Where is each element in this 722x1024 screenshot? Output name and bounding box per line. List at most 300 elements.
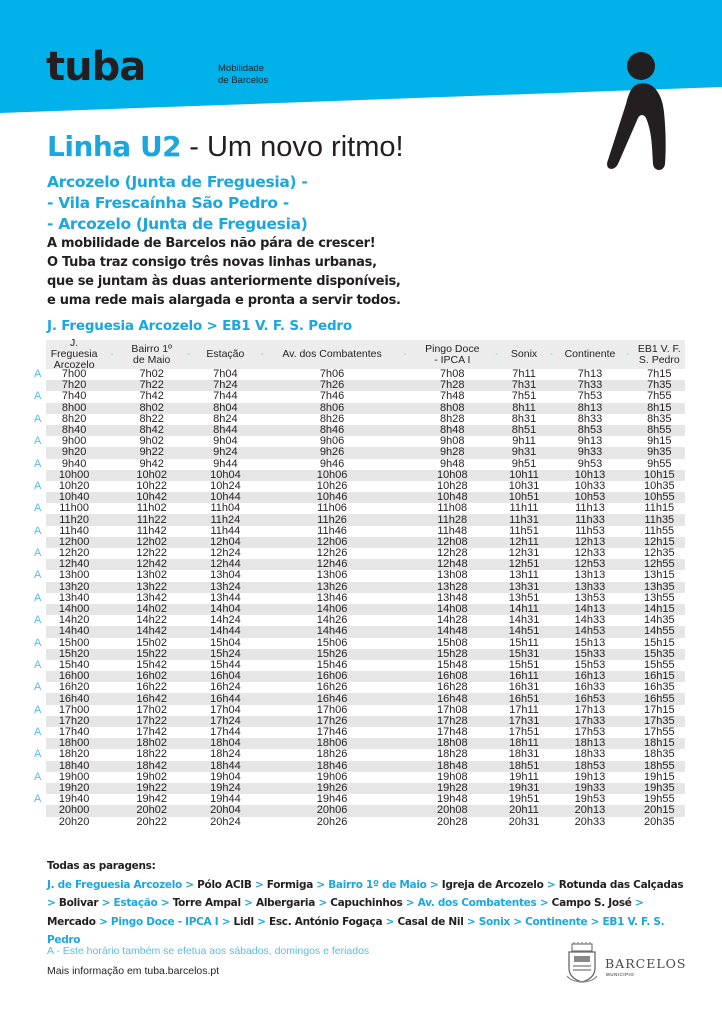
column-header: Continente — [564, 348, 616, 360]
crest-icon — [565, 942, 599, 984]
time-cell: 10h11 — [509, 468, 539, 481]
stop-arrow: > — [634, 897, 644, 909]
time-cell: 17h04 — [210, 703, 241, 716]
time-cell: 12h00 — [58, 535, 90, 548]
time-cell: 17h48 — [436, 726, 468, 739]
time-cell: 12h33 — [574, 547, 606, 560]
stop-arrow: > — [466, 915, 476, 928]
time-cell: 14h20 — [58, 614, 90, 627]
time-cell: 11h15 — [644, 502, 675, 515]
time-cell: 20h24 — [210, 815, 241, 828]
time-cell: 11h51 — [509, 524, 539, 537]
stop-item: Casal de Nil — [397, 915, 464, 928]
time-cell: 10h13 — [574, 468, 606, 481]
table-row — [30, 570, 685, 581]
time-cell: 18h48 — [436, 759, 468, 772]
stop-item: Rotunda das Calçadas — [558, 878, 684, 891]
municipality-sub: MUNICÍPIO — [606, 972, 635, 977]
time-cell: 20h26 — [316, 815, 348, 828]
stop-arrow: > — [546, 878, 556, 891]
time-cell: 14h33 — [574, 614, 606, 627]
time-cell: 12h40 — [58, 558, 90, 571]
time-cell: 11h48 — [437, 524, 468, 537]
time-cell: 13h35 — [644, 580, 675, 593]
stop-item: J. de Freguesia Arcozelo — [47, 878, 182, 891]
time-cell: 11h13 — [575, 502, 605, 515]
time-cell: 15h26 — [316, 647, 348, 660]
time-cell: 8h06 — [319, 401, 345, 414]
time-cell: 20h08 — [436, 804, 468, 817]
stop-arrow: > — [513, 915, 522, 928]
weekend-marker: A — [34, 770, 42, 783]
time-cell: 18h20 — [58, 748, 90, 761]
time-cell: 19h55 — [644, 793, 675, 806]
time-cell: 12h20 — [58, 547, 90, 560]
time-cell: 9h13 — [577, 435, 603, 448]
time-cell: 11h04 — [210, 502, 241, 515]
time-cell: 12h31 — [508, 547, 540, 560]
time-cell: 19h22 — [136, 782, 167, 795]
time-cell: 10h55 — [644, 491, 675, 504]
time-cell: 17h53 — [574, 726, 606, 739]
time-cell: 13h48 — [436, 591, 468, 604]
time-cell: 7h35 — [647, 379, 672, 392]
time-cell: 16h24 — [210, 681, 241, 694]
time-cell: 15h28 — [436, 647, 468, 660]
time-cell: 7h15 — [647, 368, 672, 381]
time-cell: 19h08 — [436, 770, 468, 783]
time-cell: 20h15 — [644, 804, 675, 817]
time-cell: 19h24 — [210, 782, 241, 795]
time-cell: 19h02 — [136, 770, 167, 783]
time-cell: 15h04 — [210, 636, 241, 649]
time-cell: 9h00 — [61, 435, 87, 448]
time-cell: 8h55 — [647, 424, 672, 437]
time-cell: 20h28 — [436, 815, 468, 828]
stop-item: Mercado — [47, 915, 96, 928]
time-cell: 17h28 — [436, 714, 468, 727]
weekend-marker: A — [34, 703, 42, 716]
time-cell: 14h11 — [509, 603, 539, 616]
time-cell: 9h40 — [61, 457, 87, 470]
time-cell: 8h02 — [139, 401, 164, 414]
weekend-marker: A — [34, 748, 42, 761]
time-cell: 17h13 — [574, 703, 606, 716]
time-cell: 7h46 — [319, 390, 345, 403]
time-cell: 10h26 — [316, 479, 348, 492]
all-stops-label: Todas as paragens: — [47, 860, 156, 872]
column-separator: - — [626, 349, 630, 360]
time-cell: 15h02 — [136, 636, 167, 649]
table-row — [30, 817, 685, 828]
time-cell: 13h06 — [316, 569, 348, 582]
stop-arrow: > — [429, 878, 439, 891]
time-cell: 12h35 — [644, 547, 675, 560]
stop-item: Pólo ACIB — [197, 878, 252, 891]
time-cell: 11h20 — [59, 513, 89, 526]
time-cell: 18h04 — [210, 737, 241, 750]
time-cell: 9h35 — [647, 446, 672, 459]
time-cell: 9h02 — [139, 435, 164, 448]
time-cell: 16h00 — [58, 670, 90, 683]
time-cell: 15h13 — [574, 636, 606, 649]
column-header: Pingo Doce - IPCA I — [425, 342, 480, 366]
time-cell: 16h33 — [574, 681, 606, 694]
time-cell: 8h15 — [647, 401, 672, 414]
time-cell: 8h28 — [440, 412, 465, 425]
column-header: Estação — [206, 348, 245, 360]
time-cell: 19h44 — [210, 793, 241, 806]
time-cell: 8h08 — [440, 401, 465, 414]
time-cell: 19h06 — [316, 770, 348, 783]
time-cell: 18h24 — [210, 748, 241, 761]
time-cell: 10h35 — [644, 479, 675, 492]
weekend-marker: A — [34, 502, 42, 515]
time-cell: 13h33 — [574, 580, 606, 593]
time-cell: 12h06 — [316, 535, 348, 548]
time-cell: 11h22 — [136, 513, 167, 526]
time-cell: 19h31 — [508, 782, 540, 795]
time-cell: 14h44 — [210, 625, 241, 638]
time-cell: 19h35 — [644, 782, 675, 795]
stop-item: EB1 V. F. S. Pedro — [47, 915, 665, 946]
weekend-marker: A — [34, 636, 42, 649]
time-cell: 20h00 — [58, 804, 90, 817]
time-cell: 9h51 — [511, 457, 537, 470]
stop-item: Sonix — [478, 915, 510, 928]
table-row — [30, 503, 685, 514]
time-cell: 7h33 — [577, 379, 603, 392]
table-row — [30, 693, 685, 704]
time-cell: 18h44 — [210, 759, 241, 772]
time-cell: 19h04 — [210, 770, 241, 783]
time-cell: 13h44 — [210, 591, 241, 604]
time-cell: 10h28 — [436, 479, 468, 492]
weekend-marker: A — [34, 547, 42, 560]
time-cell: 8h13 — [577, 401, 603, 414]
stop-arrow: > — [47, 897, 56, 909]
time-cell: 11h42 — [136, 524, 167, 537]
time-cell: 15h22 — [136, 647, 167, 660]
time-cell: 13h46 — [316, 591, 348, 604]
time-cell: 12h22 — [136, 547, 167, 560]
weekend-marker: A — [34, 793, 42, 806]
time-cell: 7h06 — [319, 368, 345, 381]
column-header: EB1 V. F. S. Pedro — [637, 342, 681, 366]
time-cell: 10h02 — [136, 468, 167, 481]
time-cell: 17h26 — [316, 714, 348, 727]
route-line: - Vila Frescaínha São Pedro - — [47, 194, 289, 212]
time-cell: 10h06 — [316, 468, 348, 481]
time-cell: 12h15 — [644, 535, 675, 548]
table-row — [30, 447, 685, 458]
time-cell: 15h35 — [644, 647, 675, 660]
time-cell: 9h22 — [139, 446, 164, 459]
time-cell: 15h33 — [574, 647, 606, 660]
time-cell: 10h42 — [136, 491, 167, 504]
time-cell: 19h15 — [644, 770, 675, 783]
time-cell: 17h42 — [136, 726, 167, 739]
time-cell: 13h04 — [210, 569, 241, 582]
time-cell: 13h15 — [644, 569, 675, 582]
time-cell: 16h04 — [210, 670, 241, 683]
stop-item: Torre Ampal — [172, 897, 241, 909]
table-row — [30, 391, 685, 402]
timetable — [30, 337, 685, 828]
time-cell: 15h48 — [436, 658, 468, 671]
time-cell: 16h55 — [644, 692, 675, 705]
time-cell: 18h06 — [316, 737, 348, 750]
route-description — [47, 172, 308, 235]
time-cell: 8h04 — [213, 401, 238, 414]
time-cell: 12h46 — [316, 558, 348, 571]
time-cell: 7h08 — [440, 368, 465, 381]
time-cell: 14h15 — [644, 603, 675, 616]
stop-item: Campo S. José — [551, 897, 632, 909]
time-cell: 12h26 — [316, 547, 348, 560]
time-cell: 16h53 — [574, 692, 606, 705]
time-cell: 18h26 — [316, 748, 348, 761]
time-cell: 16h22 — [136, 681, 167, 694]
time-cell: 10h08 — [436, 468, 468, 481]
time-cell: 9h20 — [61, 446, 87, 459]
time-cell: 16h15 — [644, 670, 675, 683]
stop-arrow: > — [221, 915, 231, 928]
time-cell: 8h11 — [512, 401, 536, 414]
time-cell: 16h42 — [136, 692, 167, 705]
weekend-marker: A — [34, 591, 42, 604]
time-cell: 16h48 — [436, 692, 468, 705]
stop-item: Bolivar — [58, 897, 99, 909]
time-cell: 13h02 — [136, 569, 167, 582]
stop-arrow: > — [254, 878, 264, 891]
more-info: Mais informação em tuba.barcelos.pt — [47, 965, 220, 977]
time-cell: 12h48 — [436, 558, 468, 571]
time-cell: 15h44 — [210, 658, 241, 671]
table-row — [30, 459, 685, 470]
time-cell: 9h33 — [577, 446, 603, 459]
time-cell: 18h31 — [508, 748, 540, 761]
time-cell: 14h26 — [316, 614, 348, 627]
time-cell: 10h33 — [574, 479, 606, 492]
time-cell: 7h51 — [511, 390, 537, 403]
time-cell: 15h40 — [58, 658, 90, 671]
time-cell: 7h31 — [511, 379, 537, 392]
time-cell: 19h40 — [58, 793, 90, 806]
time-cell: 18h51 — [508, 759, 540, 772]
time-cell: 19h11 — [509, 770, 539, 783]
time-cell: 18h40 — [58, 759, 90, 772]
time-cell: 7h02 — [139, 368, 164, 381]
time-cell: 8h20 — [61, 412, 87, 425]
time-cell: 20h20 — [58, 815, 90, 828]
time-cell: 17h55 — [644, 726, 675, 739]
time-cell: 20h31 — [508, 815, 540, 828]
table-row — [30, 805, 685, 816]
time-cell: 15h31 — [508, 647, 540, 660]
line-name: Linha U2 — [47, 130, 182, 163]
time-cell: 18h11 — [509, 737, 539, 750]
time-cell: 9h55 — [647, 457, 672, 470]
stop-arrow: > — [405, 897, 415, 909]
stop-arrow: > — [539, 897, 549, 909]
time-cell: 11h11 — [509, 502, 539, 515]
time-cell: 10h00 — [58, 468, 90, 481]
column-separator: - — [495, 349, 499, 360]
time-cell: 18h55 — [644, 759, 675, 772]
time-cell: 18h00 — [58, 737, 90, 750]
time-cell: 14h31 — [508, 614, 540, 627]
time-cell: 18h33 — [574, 748, 606, 761]
time-cell: 7h55 — [647, 390, 672, 403]
time-cell: 18h13 — [574, 737, 606, 750]
weekend-marker: A — [34, 412, 42, 425]
time-cell: 12h04 — [210, 535, 241, 548]
time-cell: 11h31 — [509, 513, 539, 526]
stop-item: Bairro 1º de Maio — [328, 878, 427, 891]
time-cell: 14h22 — [136, 614, 167, 627]
time-cell: 9h44 — [213, 457, 238, 470]
time-cell: 12h24 — [210, 547, 241, 560]
stop-arrow: > — [318, 897, 327, 909]
time-cell: 15h11 — [509, 636, 539, 649]
time-cell: 15h46 — [316, 658, 348, 671]
time-cell: 15h51 — [508, 658, 540, 671]
time-cell: 20h06 — [316, 804, 348, 817]
table-row — [30, 626, 685, 637]
time-cell: 17h15 — [644, 703, 675, 716]
time-cell: 15h20 — [58, 647, 90, 660]
weekend-marker: A — [34, 614, 42, 627]
stops-list — [47, 879, 683, 947]
time-cell: 7h48 — [440, 390, 465, 403]
time-cell: 18h28 — [436, 748, 468, 761]
time-cell: 7h11 — [512, 368, 536, 381]
time-cell: 10h44 — [210, 491, 241, 504]
time-cell: 9h26 — [319, 446, 345, 459]
logo-tagline: Mobilidade de Barcelos — [218, 63, 269, 86]
time-cell: 18h02 — [136, 737, 167, 750]
time-cell: 14h53 — [574, 625, 606, 638]
time-cell: 13h53 — [574, 591, 606, 604]
time-cell: 14h00 — [58, 603, 90, 616]
time-cell: 10h22 — [136, 479, 167, 492]
stop-arrow: > — [185, 878, 194, 891]
time-cell: 8h48 — [440, 424, 465, 437]
time-cell: 9h08 — [440, 435, 465, 448]
time-cell: 12h02 — [136, 535, 167, 548]
time-cell: 13h24 — [210, 580, 241, 593]
time-cell: 14h06 — [316, 603, 348, 616]
time-cell: 8h42 — [139, 424, 164, 437]
time-cell: 13h22 — [136, 580, 167, 593]
time-cell: 7h40 — [61, 390, 87, 403]
time-cell: 19h28 — [436, 782, 468, 795]
time-cell: 18h22 — [136, 748, 167, 761]
weekend-marker: A — [34, 435, 42, 448]
stop-item: Esc. António Fogaça — [268, 915, 383, 928]
time-cell: 8h33 — [577, 412, 603, 425]
table-row — [30, 682, 685, 693]
time-cell: 11h55 — [644, 524, 675, 537]
time-cell: 16h31 — [508, 681, 540, 694]
time-cell: 16h02 — [136, 670, 167, 683]
time-cell: 16h40 — [58, 692, 90, 705]
time-cell: 19h00 — [58, 770, 90, 783]
time-cell: 16h51 — [508, 692, 540, 705]
column-header: Av. dos Combatentes — [282, 348, 382, 360]
time-cell: 10h31 — [508, 479, 540, 492]
time-cell: 18h53 — [574, 759, 606, 772]
time-cell: 10h51 — [508, 491, 540, 504]
weekend-marker: A — [34, 390, 42, 403]
time-cell: 20h11 — [509, 804, 539, 817]
time-cell: 8h24 — [213, 412, 238, 425]
time-cell: 17h33 — [574, 714, 606, 727]
a-marker-note: A - Este horário também se efetua aos sábados, domingos e feriados — [47, 945, 370, 957]
time-cell: 17h11 — [509, 703, 539, 716]
time-cell: 7h26 — [319, 379, 345, 392]
time-cell: 19h51 — [508, 793, 540, 806]
time-cell: 14h13 — [574, 603, 606, 616]
time-cell: 16h26 — [316, 681, 348, 694]
table-row — [30, 638, 685, 649]
timetable-header — [46, 337, 685, 371]
stop-item: Igreja de Arcozelo — [441, 878, 544, 891]
time-cell: 16h13 — [574, 670, 606, 683]
column-header: J. Freguesia Arcozelo — [50, 337, 98, 371]
time-cell: 10h46 — [316, 491, 348, 504]
table-row — [30, 749, 685, 760]
weekend-marker: A — [34, 569, 42, 582]
time-cell: 16h08 — [436, 670, 468, 683]
time-cell: 15h53 — [574, 658, 606, 671]
time-cell: 11h40 — [59, 524, 89, 537]
time-cell: 11h02 — [136, 502, 167, 515]
time-cell: 19h26 — [316, 782, 348, 795]
time-cell: 10h20 — [58, 479, 90, 492]
time-cell: 13h28 — [436, 580, 468, 593]
time-cell: 9h31 — [511, 446, 537, 459]
time-cell: 7h13 — [577, 368, 603, 381]
time-cell: 11h08 — [437, 502, 468, 515]
tuba-logo: tuba — [46, 44, 146, 90]
time-cell: 13h40 — [58, 591, 90, 604]
weekend-marker: A — [34, 524, 42, 537]
column-header: Bairro 1º de Maio — [131, 342, 172, 366]
time-cell: 11h24 — [210, 513, 241, 526]
stop-item: Formiga — [266, 878, 313, 891]
time-cell: 13h08 — [436, 569, 468, 582]
route-line: Arcozelo (Junta de Freguesia) - — [47, 173, 308, 191]
page-title — [47, 130, 404, 164]
weekend-marker: A — [34, 658, 42, 671]
time-cell: 20h35 — [644, 815, 675, 828]
time-cell: 9h42 — [139, 457, 164, 470]
time-cell: 9h11 — [512, 435, 536, 448]
time-cell: 17h08 — [436, 703, 468, 716]
time-cell: 13h31 — [508, 580, 540, 593]
stop-item: Estação — [113, 897, 158, 909]
stop-item: Av. dos Combatentes — [417, 897, 537, 909]
time-cell: 9h04 — [213, 435, 238, 448]
stop-arrow: > — [316, 878, 325, 891]
time-cell: 13h55 — [644, 591, 675, 604]
stop-item: Capuchinhos — [330, 897, 403, 909]
time-cell: 16h11 — [509, 670, 539, 683]
time-cell: 10h24 — [210, 479, 241, 492]
time-cell: 17h40 — [58, 726, 90, 739]
